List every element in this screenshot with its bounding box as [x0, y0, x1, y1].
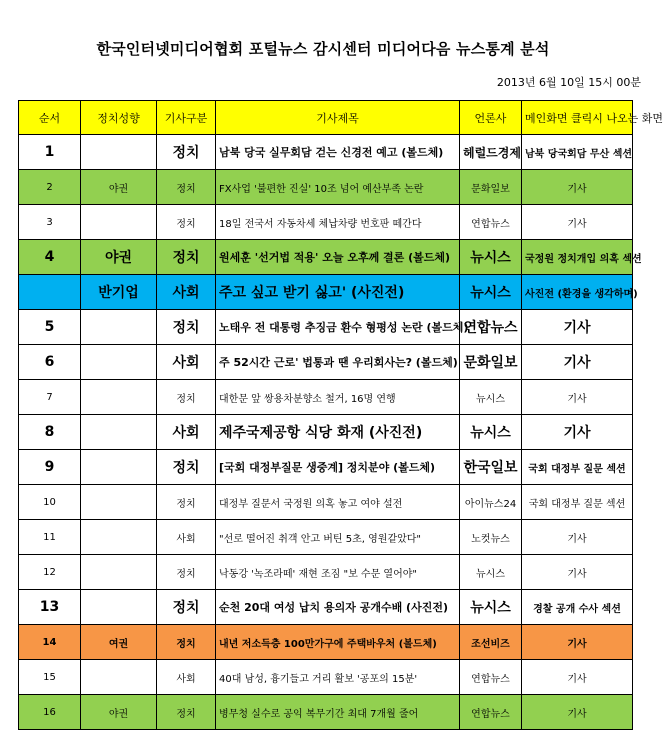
- cell-political-leaning: [81, 345, 157, 380]
- cell-publisher: 연합뉴스: [460, 205, 522, 240]
- table-row: [19, 485, 633, 520]
- cell-category: 정치: [157, 135, 216, 170]
- table-header-row: [19, 101, 633, 135]
- table-row: [19, 555, 633, 590]
- header-publisher: 언론사: [460, 101, 522, 135]
- cell-article-title: 40대 남성, 흉기들고 거리 활보 '공포의 15분': [216, 660, 460, 695]
- cell-rank: 2: [19, 170, 81, 205]
- table-row: [19, 170, 633, 205]
- table-row: [19, 450, 633, 485]
- header-political-leaning: 정치성향: [81, 101, 157, 135]
- cell-rank: 10: [19, 485, 81, 520]
- cell-publisher: 문화일보: [460, 170, 522, 205]
- cell-publisher: 뉴시스: [460, 590, 522, 625]
- cell-rank: 11: [19, 520, 81, 555]
- cell-rank: 8: [19, 415, 81, 450]
- table-row: [19, 345, 633, 380]
- table-row: [19, 415, 633, 450]
- cell-landing-screen: 기사: [522, 170, 633, 205]
- cell-category: 사회: [157, 345, 216, 380]
- table-body: [19, 135, 642, 730]
- news-stats-table: [18, 100, 663, 730]
- cell-landing-screen: 기사: [522, 345, 633, 380]
- cell-article-title: FX사업 '불편한 진실' 10조 넘어 예산부족 논란: [216, 170, 460, 205]
- cell-publisher: 한국일보: [460, 450, 522, 485]
- cell-category: 정치: [157, 555, 216, 590]
- cell-publisher: 뉴시스: [460, 380, 522, 415]
- cell-article-title: "선로 떨어진 취객 안고 버틴 5초, 영원같았다": [216, 520, 460, 555]
- cell-political-leaning: [81, 450, 157, 485]
- cell-category: 정치: [157, 240, 216, 275]
- cell-article-title: 제주국제공항 식당 화재 (사진전): [216, 415, 460, 450]
- cell-political-leaning: [81, 555, 157, 590]
- cell-article-title: 남북 당국 실무회담 걷는 신경전 예고 (볼드체): [216, 135, 460, 170]
- table-row: [19, 590, 633, 625]
- table-row: [19, 660, 633, 695]
- cell-political-leaning: [81, 520, 157, 555]
- table-row: [19, 695, 633, 730]
- cell-category: 사회: [157, 660, 216, 695]
- cell-category: 정치: [157, 310, 216, 345]
- cell-landing-screen: 기사: [522, 415, 633, 450]
- cell-category: 정치: [157, 170, 216, 205]
- cell-landing-screen: 경찰 공개 수사 섹션: [522, 590, 633, 625]
- cell-landing-screen: 기사: [522, 520, 633, 555]
- table-row: [19, 135, 633, 170]
- header-article-title: 기사제목: [216, 101, 460, 135]
- cell-political-leaning: [81, 660, 157, 695]
- cell-rank: 3: [19, 205, 81, 240]
- cell-category: 사회: [157, 275, 216, 310]
- cell-publisher: 뉴시스: [460, 555, 522, 590]
- cell-publisher: 연합뉴스: [460, 660, 522, 695]
- cell-publisher: 헤럴드경제: [460, 135, 522, 170]
- cell-political-leaning: [81, 415, 157, 450]
- cell-article-title: 대정부 질문서 국정원 의혹 놓고 여야 설전: [216, 485, 460, 520]
- cell-category: 사회: [157, 415, 216, 450]
- cell-political-leaning: [81, 135, 157, 170]
- cell-political-leaning: [81, 485, 157, 520]
- cell-article-title: 순천 20대 여성 납치 용의자 공개수배 (사진전): [216, 590, 460, 625]
- cell-rank: 13: [19, 590, 81, 625]
- table-row: [19, 240, 633, 275]
- cell-publisher: 뉴시스: [460, 240, 522, 275]
- cell-publisher: 연합뉴스: [460, 310, 522, 345]
- cell-political-leaning: [81, 310, 157, 345]
- cell-article-title: [국회 대정부질문 생중계] 정치분야 (볼드체): [216, 450, 460, 485]
- cell-landing-screen: 기사: [522, 660, 633, 695]
- cell-rank: 15: [19, 660, 81, 695]
- table-row: [19, 310, 633, 345]
- cell-political-leaning: [81, 380, 157, 415]
- cell-political-leaning: 야권: [81, 695, 157, 730]
- table-row: [19, 625, 633, 660]
- header-landing-screen: 메인화면 클릭시 나오는 화면: [522, 101, 633, 135]
- header-category: 기사구분: [157, 101, 216, 135]
- cell-publisher: 뉴시스: [460, 275, 522, 310]
- cell-category: 정치: [157, 205, 216, 240]
- cell-article-title: 주고 싶고 받기 싫고' (사진전): [216, 275, 460, 310]
- cell-rank: 1: [19, 135, 81, 170]
- cell-publisher: 문화일보: [460, 345, 522, 380]
- cell-article-title: 18일 전국서 자동차세 체납차량 번호판 떼간다: [216, 205, 460, 240]
- cell-article-title: 원세훈 '선거법 적용' 오늘 오후께 결론 (볼드체): [216, 240, 460, 275]
- cell-article-title: 대한문 앞 쌍용차분향소 철거, 16명 연행: [216, 380, 460, 415]
- cell-publisher: 조선비즈: [460, 625, 522, 660]
- cell-rank: 16: [19, 695, 81, 730]
- cell-political-leaning: 야권: [81, 240, 157, 275]
- cell-landing-screen: 기사: [522, 695, 633, 730]
- cell-rank: 9: [19, 450, 81, 485]
- cell-article-title: 낙동강 '녹조라떼' 재현 조짐 "보 수문 열어야": [216, 555, 460, 590]
- cell-article-title: 병무청 실수로 공익 복무기간 최대 7개월 줄어: [216, 695, 460, 730]
- cell-article-title: 내년 저소득층 100만가구에 주택바우처 (볼드체): [216, 625, 460, 660]
- cell-category: 사회: [157, 520, 216, 555]
- cell-rank: 12: [19, 555, 81, 590]
- cell-article-title: 노태우 전 대통령 추징금 환수 형평성 논란 (볼드체): [216, 310, 460, 345]
- cell-political-leaning: 반기업: [81, 275, 157, 310]
- cell-landing-screen: 남북 당국회담 무산 섹션: [522, 135, 633, 170]
- cell-landing-screen: 사진전 (환경을 생각하며): [522, 275, 633, 310]
- cell-article-title: 주 52시간 근로' 법통과 땐 우리회사는? (볼드체): [216, 345, 460, 380]
- cell-rank: [19, 275, 81, 310]
- cell-rank: 5: [19, 310, 81, 345]
- table-row: [19, 275, 633, 310]
- cell-category: 정치: [157, 450, 216, 485]
- cell-rank: 6: [19, 345, 81, 380]
- header-rank: 순서: [19, 101, 81, 135]
- cell-rank: 4: [19, 240, 81, 275]
- cell-rank: 7: [19, 380, 81, 415]
- cell-category: 정치: [157, 485, 216, 520]
- cell-landing-screen: 국정원 정치개입 의혹 섹션: [522, 240, 633, 275]
- cell-landing-screen: 국회 대정부 질문 섹션: [522, 450, 633, 485]
- cell-category: 정치: [157, 590, 216, 625]
- cell-landing-screen: 기사: [522, 310, 633, 345]
- cell-category: 정치: [157, 625, 216, 660]
- report-timestamp: 2013년 6월 10일 15시 00분: [496, 76, 641, 89]
- cell-publisher: 노컷뉴스: [460, 520, 522, 555]
- cell-rank: 14: [19, 625, 81, 660]
- cell-landing-screen: 기사: [522, 625, 633, 660]
- cell-landing-screen: 기사: [522, 380, 633, 415]
- table-row: [19, 380, 633, 415]
- cell-political-leaning: 야권: [81, 170, 157, 205]
- cell-publisher: 연합뉴스: [460, 695, 522, 730]
- table-row: [19, 520, 633, 555]
- cell-political-leaning: [81, 590, 157, 625]
- cell-landing-screen: 기사: [522, 205, 633, 240]
- cell-publisher: 아이뉴스24: [460, 485, 522, 520]
- table-row: [19, 205, 633, 240]
- cell-political-leaning: [81, 205, 157, 240]
- cell-landing-screen: 기사: [522, 555, 633, 590]
- cell-category: 정치: [157, 380, 216, 415]
- cell-category: 정치: [157, 695, 216, 730]
- cell-landing-screen: 국회 대정부 질문 섹션: [522, 485, 633, 520]
- cell-publisher: 뉴시스: [460, 415, 522, 450]
- report-title: 한국인터넷미디어협회 포털뉴스 감시센터 미디어다음 뉴스통계 분석: [96, 40, 550, 58]
- cell-political-leaning: 여권: [81, 625, 157, 660]
